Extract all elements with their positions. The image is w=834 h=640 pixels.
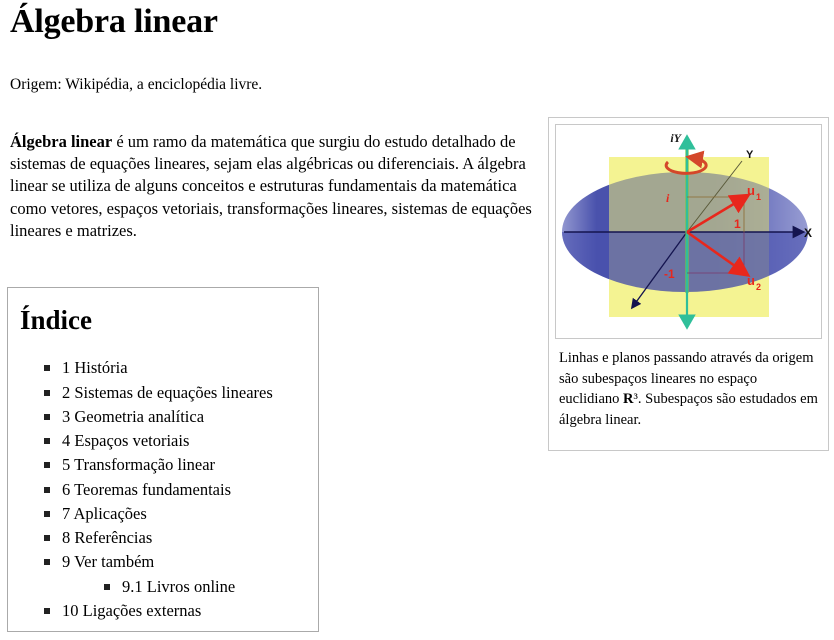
- caption-bold-r: R: [623, 391, 634, 408]
- label-vector-u2: u: [747, 273, 755, 288]
- toc-item-label[interactable]: 2 Sistemas de equações lineares: [62, 382, 273, 402]
- toc-subitem-label[interactable]: 9.1 Livros online: [122, 576, 236, 596]
- linear-subspaces-diagram: [556, 125, 822, 338]
- label-tick-i: i: [666, 191, 670, 205]
- toc-item[interactable]: [44, 526, 318, 550]
- table-of-contents: [7, 287, 319, 632]
- toc-item-label[interactable]: 8 Referências: [62, 528, 153, 548]
- toc-item-label[interactable]: 4 Espaços vetoriais: [62, 431, 190, 451]
- toc-item-label[interactable]: 3 Geometria analítica: [62, 406, 205, 426]
- toc-subitem[interactable]: [104, 575, 318, 599]
- label-x-axis: X: [804, 226, 813, 240]
- label-iy-axis: iY: [670, 131, 681, 145]
- toc-item[interactable]: [44, 478, 318, 502]
- toc-item[interactable]: [44, 550, 318, 599]
- toc-item[interactable]: [44, 405, 318, 429]
- toc-item-label[interactable]: 5 Transformação linear: [62, 455, 216, 475]
- page-title: Álgebra linear: [10, 3, 218, 40]
- toc-item[interactable]: [44, 453, 318, 477]
- caption-text-start: Linhas e planos passando através da origem são subespaços lineares no espaço euclidiano: [559, 350, 814, 408]
- label-tick-minus-one: -1: [664, 267, 675, 281]
- label-vector-u1: u: [747, 183, 755, 198]
- toc-item-label[interactable]: 9 Ver também: [62, 552, 155, 572]
- label-vector-u1-subscript: 1: [756, 192, 762, 202]
- caption-superscript: ³: [633, 391, 638, 408]
- toc-item[interactable]: [44, 381, 318, 405]
- toc-item-label[interactable]: 1 História: [62, 358, 128, 378]
- site-tagline: Origem: Wikipédia, a enciclopédia livre.: [10, 76, 263, 93]
- figure-image-frame[interactable]: [555, 124, 822, 339]
- toc-item-label[interactable]: 7 Aplicações: [62, 503, 147, 523]
- figure-thumbnail-box: [548, 117, 829, 451]
- lead-bold-term: Álgebra linear: [10, 131, 113, 151]
- toc-item[interactable]: [44, 429, 318, 453]
- toc-list: [8, 356, 318, 623]
- label-tick-one: 1: [734, 217, 741, 231]
- toc-item[interactable]: [44, 356, 318, 380]
- toc-item-label[interactable]: 10 Ligações externas: [62, 600, 202, 620]
- lead-rest-text: é um ramo da matemática que surgiu do estudo detalhado de sistemas de equações lineares, sejam elas algébricas ou diferenciais. A álgebra linear se utiliza de alguns conceitos e estruturas fundamentais da matemática como vetores, espaços vetoriais, transformações lineares, sistemas de equações lineares e matrizes.: [10, 131, 532, 241]
- toc-item[interactable]: [44, 599, 318, 623]
- lead-paragraph: [10, 131, 535, 243]
- toc-sublist: [62, 575, 318, 599]
- toc-title: Índice: [20, 305, 93, 335]
- toc-item[interactable]: [44, 502, 318, 526]
- label-vector-u2-subscript: 2: [756, 282, 762, 292]
- toc-item-label[interactable]: 6 Teoremas fundamentais: [62, 479, 231, 499]
- label-y-axis: Y: [746, 149, 754, 161]
- caption-text-end: . Subespaços são estudados em álgebra linear.: [559, 391, 818, 428]
- figure-caption: [559, 348, 818, 430]
